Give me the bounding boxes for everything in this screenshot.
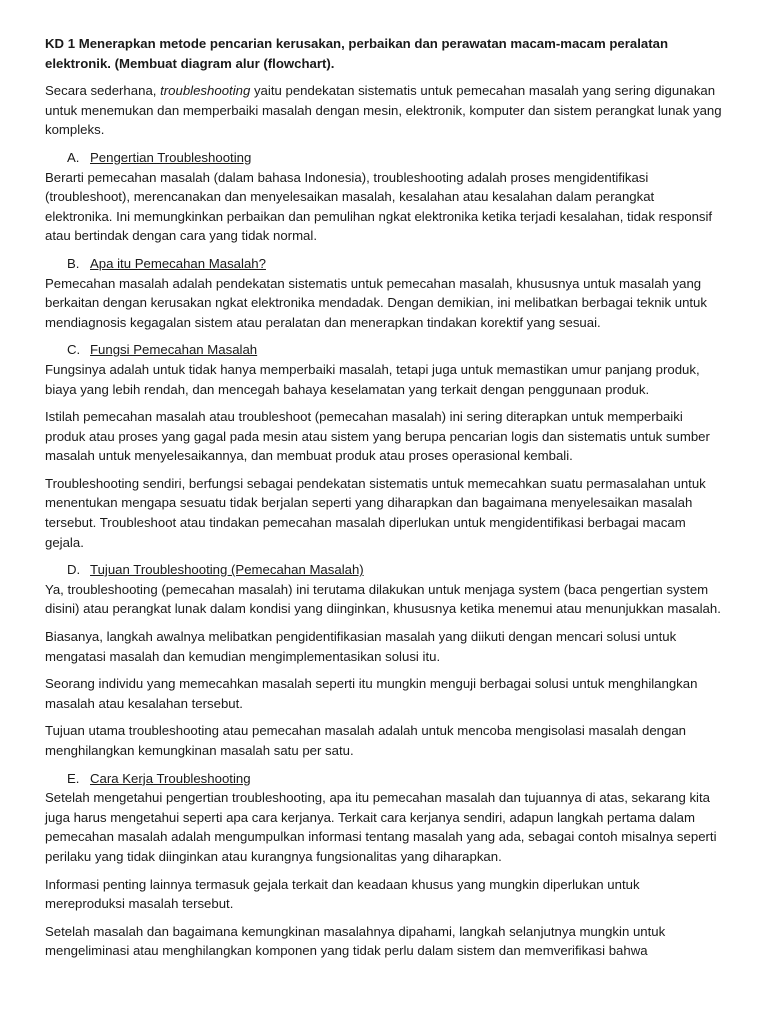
section-heading-d bbox=[45, 560, 723, 580]
section-title: Apa itu Pemecahan Masalah? bbox=[90, 255, 266, 271]
section-e-paragraph-1: Setelah mengetahui pengertian troubleshooting, apa itu pemecahan masalah dan tujuannya di atas, sekarang kita juga harus mengetahui seperti apa cara kerjanya. Terkait cara kerjanya sendiri, adapun langkah pertama dalam pemecahan masalah adalah mengumpulkan informasi tentang masalah yang ada, sebagai contoh misalnya seperti perilaku yang tidak diinginkan atau kurangnya fungsionalitas yang diharapkan. bbox=[45, 790, 717, 864]
section-title: Pengertian Troubleshooting bbox=[90, 149, 252, 165]
section-letter: B. bbox=[67, 255, 80, 271]
section-c-paragraph-3: Troubleshooting sendiri, berfungsi sebagai pendekatan sistematis untuk memecahkan suatu permasalahan untuk menentukan mengapa sesuatu tidak berjalan seperti yang diharapkan dan bagaimana menyelesaikan masalah tersebut. Troubleshoot atau tindakan pemecahan masalah diperlukan untuk mengidentifikasi berbagai macam gejala. bbox=[45, 475, 706, 550]
document-title: KD 1 Menerapkan metode pencarian kerusakan, perbaikan dan perawatan macam-macam peralatan elektronik. (Membuat diagram alur (flowchart). bbox=[45, 36, 668, 71]
document-page bbox=[45, 30, 723, 969]
section-title: Tujuan Troubleshooting (Pemecahan Masalah) bbox=[90, 562, 364, 578]
section-d-paragraph-2: Biasanya, langkah awalnya melibatkan pengidentifikasian masalah yang diikuti dengan mencari solusi untuk mengatasi masalah dan kemudian mengimplementasikan solusi itu. bbox=[45, 629, 677, 664]
section-b-paragraph-1: Pemecahan masalah adalah pendekatan sistematis untuk pemecahan masalah, khususnya untuk masalah yang berkaitan dengan kerusakan ngkat elektronika mendadak. Dengan demikian, ini melibatkan berbagai teknik untuk mendiagnosis kegagalan sistem atau peralatan dan menerapkan tindakan korektif yang sesuai. bbox=[45, 275, 707, 330]
section-heading-b bbox=[45, 254, 723, 274]
intro-text-end: yaitu pendekatan sistematis untuk pemecahan masalah yang sering digunakan untuk menemukan dan memperbaiki masalah dengan mesin, elektronik, komputer dan sistem perangkat lunak yang kompleks. bbox=[45, 83, 722, 138]
section-d-paragraph-3: Seorang individu yang memecahkan masalah seperti itu mungkin menguji berbagai solusi untuk menghilangkan masalah atau kesalahan tersebut. bbox=[45, 676, 698, 711]
section-heading-a bbox=[45, 148, 723, 168]
intro-text-start: Secara sederhana, bbox=[45, 83, 161, 99]
section-letter: D. bbox=[67, 562, 81, 578]
section-heading-c bbox=[45, 340, 723, 360]
section-letter: E. bbox=[67, 770, 80, 786]
section-title: Fungsi Pemecahan Masalah bbox=[90, 342, 258, 358]
section-d-paragraph-4: Tujuan utama troubleshooting atau pemecahan masalah adalah untuk mencoba mengisolasi masalah dengan menghilangkan kemungkinan masalah satu per satu. bbox=[45, 723, 686, 758]
section-heading-e bbox=[45, 769, 723, 789]
section-e-paragraph-3: Setelah masalah dan bagaimana kemungkinan masalahnya dipahami, langkah selanjutnya mungkin untuk mengeliminasi atau menghilangkan komponen yang tidak perlu dalam sistem dan memverifikasi bahwa bbox=[45, 923, 666, 959]
section-letter: C. bbox=[67, 342, 81, 358]
section-c-paragraph-1: Fungsinya adalah untuk tidak hanya memperbaiki masalah, tetapi juga untuk memastikan umur panjang produk, biaya yang lebih rendah, dan mencegah bahaya keselamatan yang terkait dengan penggunaan produk. bbox=[45, 361, 700, 397]
section-title: Cara Kerja Troubleshooting bbox=[90, 770, 251, 786]
section-d-paragraph-1: Ya, troubleshooting (pemecahan masalah) ini terutama dilakukan untuk menjaga system (baca pengertian system disini) atau perangkat lunak dalam kondisi yang diinginkan, khususnya ketika menemui atau menunjukkan masalah. bbox=[45, 581, 721, 617]
section-letter: A. bbox=[67, 149, 80, 165]
section-a-paragraph-1: Berarti pemecahan masalah (dalam bahasa Indonesia), troubleshooting adalah proses mengidentifikasi (troubleshoot), merencanakan dan menyelesaikan masalah, kesalahan atau kesalahan dalam perangkat elektronika. Ini memungkinkan perbaikan dan pemulihan ngkat elektronika ketika terjadi kesalahan, tidak responsif atau bertindak dengan cara yang tidak normal. bbox=[45, 169, 713, 244]
section-e-paragraph-2: Informasi penting lainnya termasuk gejala terkait dan keadaan khusus yang mungkin diperlukan untuk mereproduksi masalah tersebut. bbox=[45, 876, 640, 912]
intro-emphasis: troubleshooting bbox=[160, 83, 251, 99]
intro-paragraph bbox=[45, 81, 723, 140]
section-c-paragraph-2: Istilah pemecahan masalah atau troubleshoot (pemecahan masalah) ini sering diterapkan untuk memperbaiki produk atau proses yang gagal pada mesin atau sistem yang berupa pencarian logis dan sistematis untuk sumber masalah untuk menyelesaikannya, dan membuat produk atau proses operasional kembali. bbox=[45, 409, 710, 464]
